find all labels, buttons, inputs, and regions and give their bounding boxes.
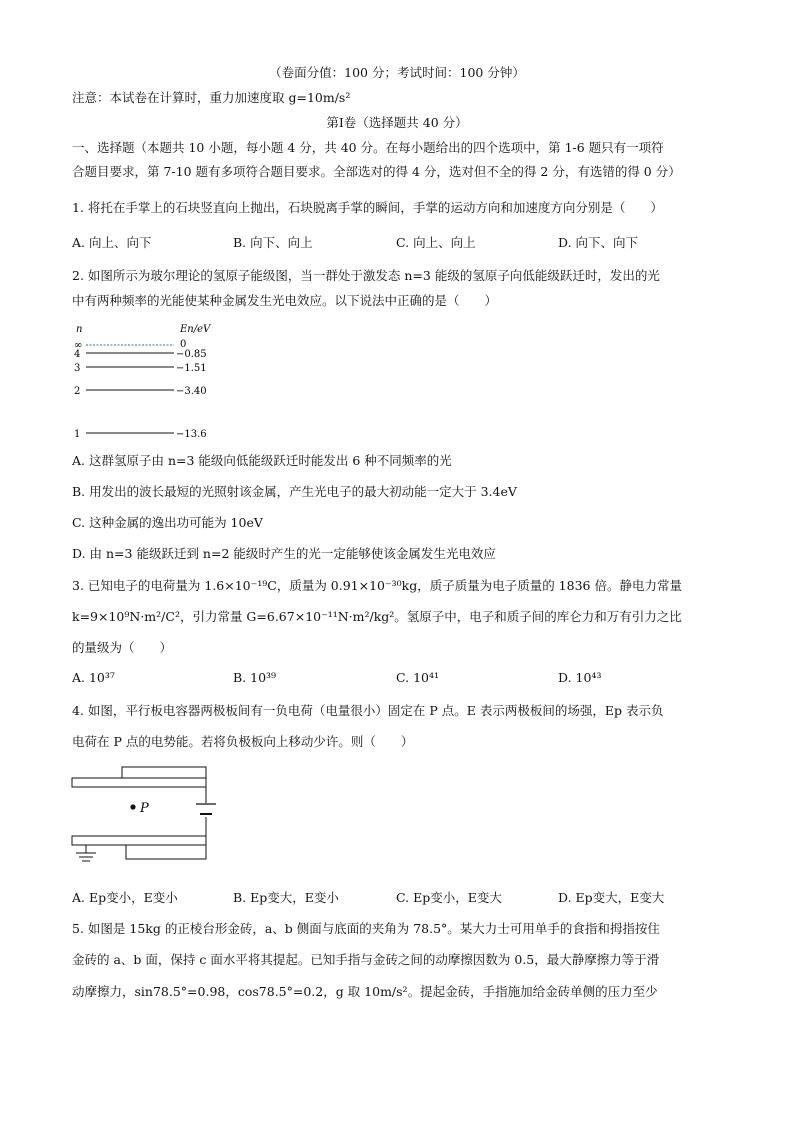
q1-option-b: B. 向下、向上 <box>233 235 313 250</box>
diagram-energy-label: En/eV <box>180 324 211 335</box>
q3-option-c: C. 10⁴¹ <box>396 670 439 685</box>
level-3-n: 3 <box>74 363 81 374</box>
q2-stem-line2: 中有两种频率的光能使某种金属发生光电效应。以下说法中正确的是（ ） <box>72 293 498 308</box>
lower-plate <box>72 836 206 845</box>
level-3-energy: −1.51 <box>176 363 207 374</box>
q4-option-a: A. Ep变小，E变小 <box>72 890 178 905</box>
q3-stem-line2: k=9×10⁹N·m²/C²，引力常量 G=6.67×10⁻¹¹N·m²/kg²。氢原子中，电子和质子间的库仑力和万有引力之比 <box>72 609 682 624</box>
point-p-dot <box>130 804 135 809</box>
gravity-note: 注意：本试卷在计算时，重力加速度取 g=10m/s² <box>72 90 351 105</box>
q4-option-c: C. Ep变小，E变大 <box>396 890 502 905</box>
point-p-label: P <box>140 801 149 816</box>
q2-option-d: D. 由 n=3 能级跃迁到 n=2 能级时产生的光一定能够使该金属发生光电效应 <box>72 546 496 561</box>
q2-stem-line1: 2. 如图所示为玻尔理论的氢原子能级图，当一群处于激发态 n=3 能级的氢原子向低能级跃迁时，发出的光 <box>72 268 660 283</box>
q4-stem-line2: 电荷在 P 点的电势能。若将负极板向上移动少许。则（ ） <box>72 734 414 749</box>
section-instructions-line2: 合题目要求，第 7-10 题有多项符合题目要求。全部选对的得 4 分，选对但不全的得 2 分，有选错的得 0 分） <box>72 164 681 179</box>
q5-stem-line3: 动摩擦力，sin78.5°=0.98，cos78.5°=0.2，g 取 10m/s²。提起金砖，手指施加给金砖单侧的压力至少 <box>72 984 658 999</box>
q3-option-b: B. 10³⁹ <box>233 670 277 685</box>
q2-option-c: C. 这种金属的逸出功可能为 10eV <box>72 515 263 530</box>
upper-plate <box>72 778 206 787</box>
q1-option-d: D. 向下、向下 <box>558 235 639 250</box>
q3-option-d: D. 10⁴³ <box>558 670 602 685</box>
capacitor-diagram <box>70 765 220 870</box>
q1-option-a: A. 向上、向下 <box>72 235 152 250</box>
diagram-n-label: n <box>76 324 83 335</box>
q4-option-d: D. Ep变大，E变大 <box>558 890 665 905</box>
score-time-line: （卷面分值：100 分；考试时间：100 分钟） <box>269 65 525 80</box>
q2-option-b: B. 用发出的波长最短的光照射该金属，产生光电子的最大初动能一定大于 3.4eV <box>72 484 517 499</box>
level-4-n: 4 <box>74 349 81 360</box>
q2-option-a: A. 这群氢原子由 n=3 能级向低能级跃迁时能发出 6 种不同频率的光 <box>72 453 452 468</box>
level-2-energy: −3.40 <box>176 386 207 397</box>
q1-stem: 1. 将托在手掌上的石块竖直向上抛出，石块脱离手掌的瞬间，手掌的运动方向和加速度方向分别是（ ） <box>72 200 663 215</box>
q3-option-a: A. 10³⁷ <box>72 670 115 685</box>
level-inf-energy: 0 <box>180 339 187 350</box>
section-instructions-line1: 一、选择题（本题共 10 小题，每小题 4 分，共 40 分。在每小题给出的四个选项中，第 1-6 题只有一项符 <box>72 140 664 155</box>
level-1-n: 1 <box>74 429 81 440</box>
level-2-n: 2 <box>74 386 81 397</box>
q5-stem-line1: 5. 如图是 15kg 的正棱台形金砖，a、b 侧面与底面的夹角为 78.5°。某大力士可用单手的食指和拇指按住 <box>72 921 660 936</box>
q4-option-b: B. Ep变大，E变小 <box>233 890 339 905</box>
level-1-energy: −13.6 <box>176 429 207 440</box>
level-inf-n: ∞ <box>74 340 83 351</box>
q3-stem-line1: 3. 已知电子的电荷量为 1.6×10⁻¹⁹C，质量为 0.91×10⁻³⁰kg，质子质量为电子质量的 1836 倍。静电力常量 <box>72 578 682 593</box>
q5-stem-line2: 金砖的 a、b 面，保持 c 面水平将其提起。已知手指与金砖之间的动摩擦因数为 0.5，最大静摩擦力等于滑 <box>72 952 660 967</box>
q1-option-c: C. 向上、向上 <box>396 235 476 250</box>
q3-stem-line3: 的量级为（ ） <box>72 640 173 655</box>
level-4-energy: −0.85 <box>176 349 207 360</box>
part-title: 第Ⅰ卷（选择题共 40 分） <box>326 115 468 130</box>
q4-stem-line1: 4. 如图，平行板电容器两极板间有一负电荷（电量很小）固定在 P 点。E 表示两极板间的场强，Ep 表示负 <box>72 703 664 718</box>
energy-level-diagram <box>70 320 240 445</box>
